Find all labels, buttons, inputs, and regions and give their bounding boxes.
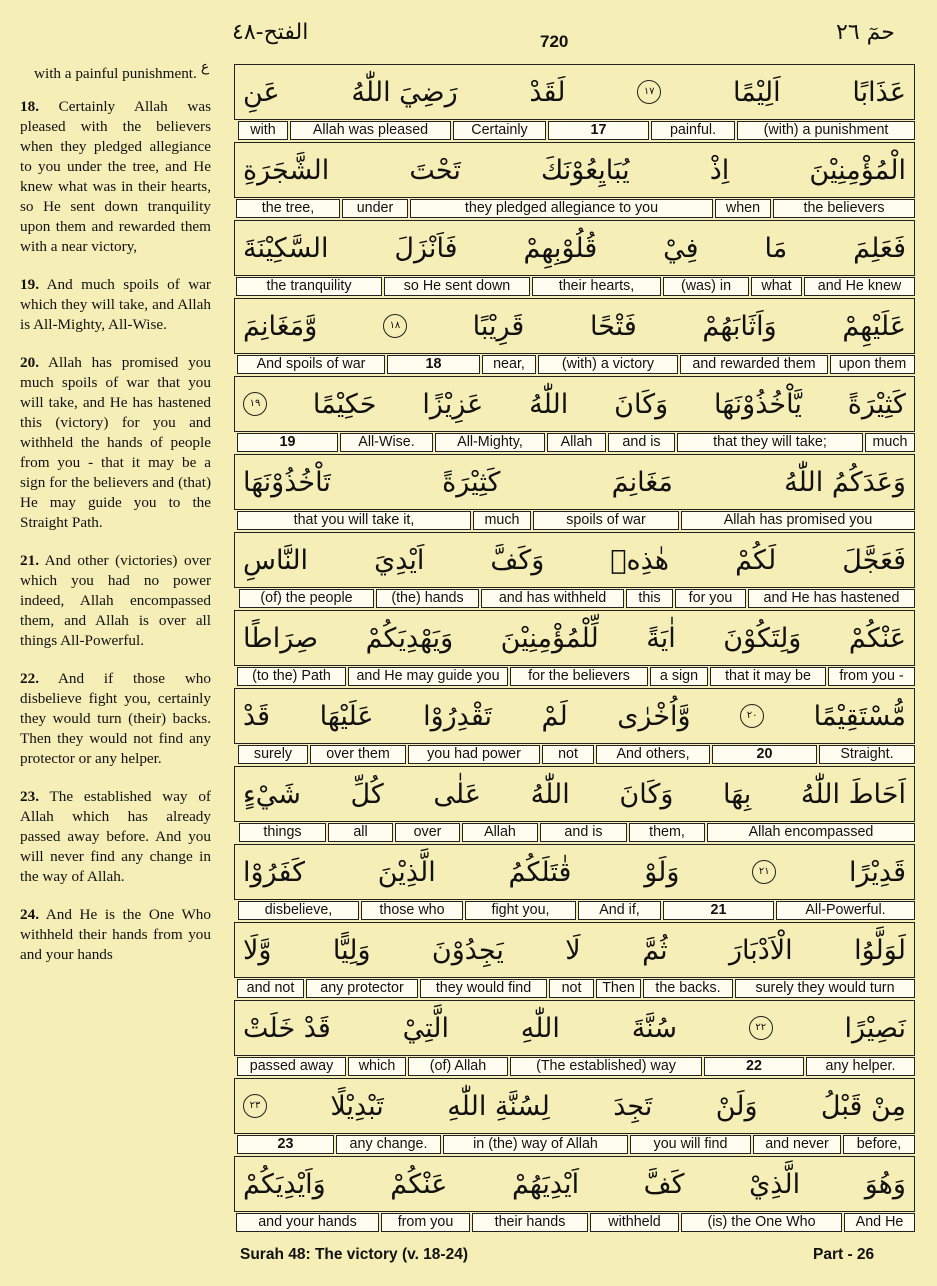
arabic-word: هٰذِهٖ xyxy=(610,544,670,576)
arabic-word: قَدْ xyxy=(243,700,271,732)
verse-row xyxy=(234,64,917,142)
translation-cell: (with) a victory xyxy=(538,355,678,374)
footer-surah-info: Surah 48: The victory (v. 18-24) xyxy=(240,1246,468,1263)
translation-cell: any change. xyxy=(336,1135,441,1154)
arabic-word: نَصِيْرًا xyxy=(844,1012,906,1044)
page-number: 720 xyxy=(540,32,569,51)
commentary-verse-number: 21. xyxy=(20,552,39,569)
arabic-word: النَّاسِ xyxy=(243,544,309,576)
translation-cell: and is xyxy=(608,433,675,452)
arabic-word: الَّذِيْ xyxy=(749,1168,801,1200)
arabic-word: فَعَجَّلَ xyxy=(842,544,906,576)
translation-cell: Certainly xyxy=(453,121,546,140)
arabic-word: قَدْ خَلَتْ xyxy=(243,1012,331,1044)
arabic-word: اٰيَةً xyxy=(646,622,676,654)
translation-cell: (the) hands xyxy=(376,589,479,608)
arabic-word: تَحْتَ xyxy=(409,154,461,186)
translation-cell: any protector xyxy=(306,979,418,998)
arabic-word: فِيْ xyxy=(663,232,699,264)
translation-cell: all xyxy=(328,823,393,842)
arabic-line xyxy=(234,766,915,822)
verse-row xyxy=(234,844,917,922)
commentary-verse-number: 18. xyxy=(20,98,39,115)
translation-cell: and is xyxy=(540,823,627,842)
translation-cell: and never xyxy=(753,1135,841,1154)
arabic-word: كَثِيْرَةً xyxy=(442,466,501,498)
translation-cell: before, xyxy=(843,1135,915,1154)
commentary-text: And other (victories) over which you had no power indeed, Allah encompassed them, and Allah is over all things All-Powerful. xyxy=(20,552,211,649)
english-line xyxy=(234,1213,915,1232)
translation-cell: All-Powerful. xyxy=(776,901,915,920)
arabic-word: اِذْ xyxy=(709,154,730,186)
arabic-line xyxy=(234,298,915,354)
verse-end-marker: ١٩ xyxy=(243,392,267,416)
translation-cell: so He sent down xyxy=(384,277,530,296)
verse-row xyxy=(234,1078,917,1156)
translation-cell: Allah xyxy=(462,823,538,842)
translation-cell: and has withheld xyxy=(481,589,624,608)
footer-part: Part - 26 xyxy=(813,1246,875,1263)
translation-cell: And others, xyxy=(596,745,710,764)
arabic-word: كُلِّ xyxy=(350,778,384,810)
translation-cell: you had power xyxy=(408,745,540,764)
arabic-line xyxy=(234,922,915,978)
juz-name: حمٓ ٢٦ xyxy=(836,20,895,45)
english-line xyxy=(234,1135,915,1154)
arabic-word: الْمُؤْمِنِيْنَ xyxy=(809,154,906,186)
translation-cell: with xyxy=(238,121,288,140)
arabic-word: يُبَايِعُوْنَكَ xyxy=(540,154,630,186)
translation-cell: and not xyxy=(237,979,304,998)
verse-row xyxy=(234,688,917,766)
translation-cell: And if, xyxy=(578,901,661,920)
verse-end-marker: ١٨ xyxy=(383,314,407,338)
arabic-word: قَرِيْبًا xyxy=(472,310,525,342)
arabic-word: قَدِيْرًا xyxy=(849,856,906,888)
arabic-word: كَثِيْرَةً xyxy=(847,388,906,420)
english-line xyxy=(234,277,915,296)
translation-cell: them, xyxy=(629,823,705,842)
translation-cell: And spoils of war xyxy=(237,355,385,374)
translation-cell: you will find xyxy=(630,1135,751,1154)
translation-cell: this xyxy=(626,589,673,608)
translation-cell: and your hands xyxy=(236,1213,379,1232)
translation-cell: painful. xyxy=(651,121,735,140)
arabic-word: عَلَيْهَا xyxy=(319,700,374,732)
verse-row xyxy=(234,922,917,1000)
translation-cell: when xyxy=(715,199,771,218)
commentary-verse xyxy=(20,551,211,651)
arabic-word: اللّٰهُ xyxy=(530,778,570,810)
translation-cell: All-Wise. xyxy=(340,433,433,452)
arabic-word: الَّتِيْ xyxy=(402,1012,449,1044)
commentary-text: Certainly Allah was pleased with the believers when they pledged allegiance to you under the tree, and He knew what was in their hearts, so He sent down tranquility upon them and rewarded them with a near victory, xyxy=(20,98,211,255)
translation-cell: (to the) Path xyxy=(237,667,346,686)
translation-cell: any helper. xyxy=(806,1057,915,1076)
arabic-line xyxy=(234,64,915,120)
translation-cell: that they will take; xyxy=(677,433,863,452)
translation-cell: over xyxy=(395,823,460,842)
arabic-word: مَا xyxy=(764,232,788,264)
arabic-word: وَّمَغَانِمَ xyxy=(243,310,318,342)
arabic-word: عَزِيْزًا xyxy=(422,388,484,420)
translation-cell: Then xyxy=(596,979,641,998)
translation-cell: disbelieve, xyxy=(238,901,359,920)
commentary-verse xyxy=(20,787,211,887)
arabic-word: اَلِيْمًا xyxy=(732,76,781,108)
verse-row xyxy=(234,1000,917,1078)
arabic-word: لَقَدْ xyxy=(529,76,566,108)
arabic-word: فَعَلِمَ xyxy=(853,232,906,264)
arabic-line xyxy=(234,142,915,198)
arabic-word: قُلُوْبِهِمْ xyxy=(523,232,598,264)
translation-cell: from you - xyxy=(828,667,915,686)
commentary-verse xyxy=(20,275,211,335)
arabic-word: تَاْخُذُوْنَهَا xyxy=(243,466,331,498)
commentary-verse xyxy=(20,64,211,84)
translation-cell: (is) the One Who xyxy=(681,1213,842,1232)
verse-number-cell: 23 xyxy=(237,1135,334,1154)
translation-cell: a sign xyxy=(650,667,708,686)
verse-row xyxy=(234,376,917,454)
surah-name: الفتح-٤٨ xyxy=(232,20,309,45)
translation-cell: and rewarded them xyxy=(680,355,828,374)
translation-cell: their hands xyxy=(472,1213,588,1232)
verse-row xyxy=(234,454,917,532)
translation-cell: those who xyxy=(361,901,463,920)
commentary-verse xyxy=(20,669,211,769)
verse-number-cell: 21 xyxy=(663,901,774,920)
english-line xyxy=(234,511,915,530)
arabic-word: يَجِدُوْنَ xyxy=(431,934,504,966)
arabic-word: لَوَلَّوُا xyxy=(854,934,906,966)
arabic-word: لَكُمْ xyxy=(735,544,777,576)
arabic-word: وَّلَا xyxy=(243,934,272,966)
commentary-verse-number: 23. xyxy=(20,788,39,805)
translation-cell: Allah has promised you xyxy=(681,511,915,530)
translation-cell: over them xyxy=(310,745,406,764)
verse-end-marker: ٢٣ xyxy=(243,1094,267,1118)
arabic-word: لَمْ xyxy=(541,700,568,732)
english-line xyxy=(234,355,915,374)
commentary-column xyxy=(20,64,211,965)
translation-cell: and He knew xyxy=(804,277,915,296)
arabic-word: صِرَاطًا xyxy=(243,622,319,654)
arabic-word: سُنَّةَ xyxy=(631,1012,677,1044)
ruku-mark: ع xyxy=(200,59,210,75)
arabic-word: فَاَنْزَلَ xyxy=(394,232,458,264)
translation-cell: Allah encompassed xyxy=(707,823,915,842)
arabic-line xyxy=(234,844,915,900)
arabic-word: حَكِيْمًا xyxy=(312,388,377,420)
translation-cell: for the believers xyxy=(510,667,648,686)
arabic-word: وَلَوْ xyxy=(644,856,680,888)
translation-cell: surely they would turn xyxy=(735,979,915,998)
verse-end-marker: ٢٢ xyxy=(749,1016,773,1040)
arabic-word: يَّاْخُذُوْنَهَا xyxy=(714,388,802,420)
arabic-word: مَغَانِمَ xyxy=(611,466,673,498)
translation-cell: their hearts, xyxy=(532,277,661,296)
arabic-word: تَقْدِرُوْا xyxy=(423,700,492,732)
translation-cell: upon them xyxy=(830,355,915,374)
translation-cell: fight you, xyxy=(465,901,576,920)
translation-cell: that you will take it, xyxy=(237,511,471,530)
translation-cell: the tree, xyxy=(236,199,340,218)
arabic-word: اَيْدِيَ xyxy=(374,544,425,576)
translation-cell: they pledged allegiance to you xyxy=(410,199,713,218)
translation-cell: near, xyxy=(482,355,536,374)
arabic-word: عَلَيْهِمْ xyxy=(842,310,906,342)
english-line xyxy=(234,1057,915,1076)
arabic-word: وَلِيًّا xyxy=(332,934,371,966)
translation-cell: that it may be xyxy=(710,667,826,686)
english-line xyxy=(234,433,915,452)
arabic-line xyxy=(234,220,915,276)
verse-row xyxy=(234,610,917,688)
arabic-line xyxy=(234,532,915,588)
translation-cell: and He may guide you xyxy=(348,667,508,686)
translation-cell: under xyxy=(342,199,408,218)
arabic-line xyxy=(234,1000,915,1056)
arabic-word: وَّاُخْرٰى xyxy=(617,700,691,732)
translation-cell: Allah xyxy=(547,433,606,452)
arabic-word: لَا xyxy=(565,934,581,966)
translation-cell: withheld xyxy=(590,1213,679,1232)
commentary-text: And He is the One Who withheld their hands from you and your hands xyxy=(20,906,211,963)
commentary-verse-number: 22. xyxy=(20,670,39,687)
english-line xyxy=(234,979,915,998)
translation-cell: (with) a punishment xyxy=(737,121,915,140)
verse-end-marker: ١٧ xyxy=(637,80,661,104)
verse-number-cell: 20 xyxy=(712,745,817,764)
arabic-word: عَنْكُمْ xyxy=(848,622,906,654)
commentary-verse-number: 24. xyxy=(20,906,39,923)
arabic-word: وَيَهْدِيَكُمْ xyxy=(365,622,454,654)
arabic-word: وَكَانَ xyxy=(619,778,674,810)
arabic-word: عَنْكُمْ xyxy=(390,1168,448,1200)
commentary-verse xyxy=(20,353,211,533)
verse-number-cell: 19 xyxy=(237,433,338,452)
arabic-word: وَاَثَابَهُمْ xyxy=(702,310,777,342)
arabic-word: بِهَا xyxy=(723,778,752,810)
commentary-text: The established way of Allah which has already passed away before. And you will never find any change in the way of Allah. xyxy=(20,788,211,885)
arabic-word: الَّذِيْنَ xyxy=(377,856,436,888)
translation-cell: (of) the people xyxy=(239,589,374,608)
arabic-word: مِنْ قَبْلُ xyxy=(820,1090,906,1122)
translation-cell: Straight. xyxy=(819,745,915,764)
arabic-word: رَضِيَ اللّٰهُ xyxy=(351,76,458,108)
english-line xyxy=(234,667,915,686)
arabic-word: وَكَفَّ xyxy=(490,544,545,576)
arabic-word: كَفَّ xyxy=(643,1168,685,1200)
verse-end-marker: ٢٠ xyxy=(740,704,764,728)
arabic-word: السَّكِيْنَةَ xyxy=(243,232,329,264)
translation-cell: in (the) way of Allah xyxy=(443,1135,628,1154)
translation-cell: All-Mighty, xyxy=(435,433,545,452)
arabic-word: اللّٰهُ xyxy=(529,388,569,420)
arabic-word: عَلٰى xyxy=(433,778,481,810)
translation-cell: the tranquility xyxy=(236,277,382,296)
arabic-line xyxy=(234,688,915,744)
translation-cell: (of) Allah xyxy=(408,1057,508,1076)
arabic-word: اللّٰهِ xyxy=(520,1012,560,1044)
commentary-verse xyxy=(20,97,211,257)
translation-cell: passed away xyxy=(237,1057,346,1076)
arabic-word: عَنِ xyxy=(243,76,280,108)
commentary-text: And much spoils of war which they will take, and Allah is All-Mighty, All-Wise. xyxy=(20,276,211,333)
verse-number-cell: 22 xyxy=(704,1057,804,1076)
arabic-word: وَكَانَ xyxy=(614,388,669,420)
translation-cell: Allah was pleased xyxy=(290,121,451,140)
arabic-word: لِّلْمُؤْمِنِيْنَ xyxy=(500,622,599,654)
english-line xyxy=(234,589,915,608)
translation-cell: much xyxy=(865,433,915,452)
commentary-text: Allah has promised you much spoils of war that you will take, and He has hastened this (victory) for you and withheld the hands of people from you - that it may be a sign for the believers and (that) He may guide you to the Straight Path. xyxy=(20,354,211,531)
arabic-word: قٰتَلَكُمُ xyxy=(508,856,572,888)
arabic-word: مُّسْتَقِيْمًا xyxy=(813,700,906,732)
arabic-line xyxy=(234,454,915,510)
translation-cell: they would find xyxy=(420,979,547,998)
translation-cell: (was) in xyxy=(663,277,749,296)
verse-row xyxy=(234,532,917,610)
translation-cell: surely xyxy=(238,745,308,764)
translation-cell: for you xyxy=(675,589,746,608)
arabic-word: الْاَدْبَارَ xyxy=(728,934,793,966)
arabic-word: عَذَابًا xyxy=(852,76,906,108)
arabic-word: شَيْءٍ xyxy=(243,778,301,810)
commentary-verse-number: 19. xyxy=(20,276,39,293)
translation-cell: the backs. xyxy=(643,979,733,998)
arabic-word: فَتْحًا xyxy=(590,310,637,342)
translation-cell: spoils of war xyxy=(533,511,679,530)
verse-end-marker: ٢١ xyxy=(752,860,776,884)
commentary-verse-number: 20. xyxy=(20,354,39,371)
arabic-word: تَجِدَ xyxy=(613,1090,653,1122)
arabic-line xyxy=(234,1156,915,1212)
arabic-word: لِسُنَّةِ اللّٰهِ xyxy=(447,1090,550,1122)
english-line xyxy=(234,745,915,764)
translation-cell: much xyxy=(473,511,531,530)
arabic-word: وَلَنْ xyxy=(715,1090,758,1122)
arabic-word: الشَّجَرَةِ xyxy=(243,154,330,186)
commentary-text: with a painful punishment. xyxy=(34,65,197,82)
verse-row xyxy=(234,220,917,298)
arabic-word: اَحَاطَ اللّٰهُ xyxy=(800,778,906,810)
translation-cell: from you xyxy=(381,1213,470,1232)
translation-cell: (The established) way xyxy=(510,1057,702,1076)
commentary-text: And if those who disbelieve fight you, certainly they would turn (their) backs. Then they would not find any protector or any helper. xyxy=(20,670,211,767)
translation-cell: the believers xyxy=(773,199,915,218)
translation-cell: and He has hastened xyxy=(748,589,915,608)
arabic-word: كَفَرُوْا xyxy=(243,856,305,888)
commentary-verse xyxy=(20,905,211,965)
verse-number-cell: 17 xyxy=(548,121,649,140)
translation-cell: not xyxy=(549,979,594,998)
verse-row xyxy=(234,142,917,220)
arabic-line xyxy=(234,376,915,432)
arabic-word: وَعَدَكُمُ اللّٰهُ xyxy=(784,466,906,498)
verse-row xyxy=(234,1156,917,1234)
english-line xyxy=(234,199,915,218)
english-line xyxy=(234,823,915,842)
english-line xyxy=(234,121,915,140)
arabic-line xyxy=(234,1078,915,1134)
arabic-line xyxy=(234,610,915,666)
translation-cell: not xyxy=(542,745,594,764)
verse-number-cell: 18 xyxy=(387,355,480,374)
arabic-word: تَبْدِيْلًا xyxy=(330,1090,384,1122)
arabic-word: اَيْدِيَهُمْ xyxy=(511,1168,580,1200)
translation-cell: what xyxy=(751,277,802,296)
arabic-word: ثُمَّ xyxy=(642,934,668,966)
translation-cell: things xyxy=(239,823,326,842)
arabic-word: وَاَيْدِيَكُمْ xyxy=(243,1168,326,1200)
verse-row xyxy=(234,298,917,376)
arabic-word: وَهُوَ xyxy=(864,1168,906,1200)
translation-cell: which xyxy=(348,1057,406,1076)
verse-row xyxy=(234,766,917,844)
word-grid xyxy=(234,64,917,1234)
translation-cell: And He xyxy=(844,1213,915,1232)
arabic-word: وَلِتَكُوْنَ xyxy=(723,622,802,654)
english-line xyxy=(234,901,915,920)
